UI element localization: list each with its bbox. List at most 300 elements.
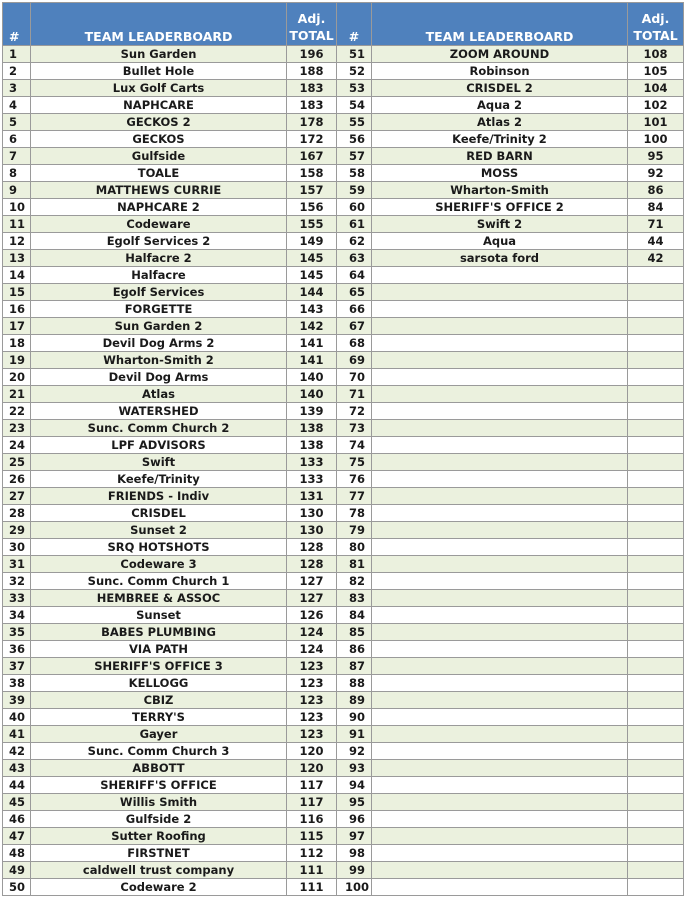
- team-name-cell: Atlas: [31, 386, 287, 403]
- total-cell: 157: [287, 182, 337, 199]
- team-name-cell: SRQ HOTSHOTS: [31, 539, 287, 556]
- rank-cell: 86: [337, 641, 372, 658]
- total-cell: [628, 590, 684, 607]
- team-name-cell: [372, 454, 628, 471]
- rank-cell: 38: [3, 675, 31, 692]
- rank-cell: 37: [3, 658, 31, 675]
- total-cell: [628, 352, 684, 369]
- rank-cell: 8: [3, 165, 31, 182]
- rank-cell: 96: [337, 811, 372, 828]
- rank-cell: 5: [3, 114, 31, 131]
- team-name-cell: Gulfside 2: [31, 811, 287, 828]
- total-cell: 111: [287, 862, 337, 879]
- table-row: [3, 709, 684, 726]
- total-cell: 133: [287, 471, 337, 488]
- total-cell: 95: [628, 148, 684, 165]
- total-label: TOTAL: [633, 28, 678, 43]
- team-name-cell: [372, 522, 628, 539]
- rank-cell: 33: [3, 590, 31, 607]
- total-cell: [628, 505, 684, 522]
- rank-cell: 24: [3, 437, 31, 454]
- table-row: [3, 794, 684, 811]
- total-cell: [628, 301, 684, 318]
- total-cell: 138: [287, 420, 337, 437]
- rank-cell: 7: [3, 148, 31, 165]
- rank-cell: 2: [3, 63, 31, 80]
- total-cell: 123: [287, 709, 337, 726]
- rank-cell: 28: [3, 505, 31, 522]
- total-cell: [628, 284, 684, 301]
- total-cell: 139: [287, 403, 337, 420]
- total-cell: 144: [287, 284, 337, 301]
- table-row: [3, 556, 684, 573]
- total-cell: 71: [628, 216, 684, 233]
- total-cell: 112: [287, 845, 337, 862]
- total-cell: [628, 335, 684, 352]
- table-row: [3, 624, 684, 641]
- total-cell: 124: [287, 641, 337, 658]
- team-name-cell: [372, 828, 628, 845]
- table-header: [3, 3, 684, 46]
- team-name-cell: Lux Golf Carts: [31, 80, 287, 97]
- rank-cell: 73: [337, 420, 372, 437]
- team-name-cell: Sunc. Comm Church 1: [31, 573, 287, 590]
- team-name-cell: [372, 471, 628, 488]
- total-cell: 84: [628, 199, 684, 216]
- table-row: [3, 369, 684, 386]
- total-cell: 156: [287, 199, 337, 216]
- rank-cell: 98: [337, 845, 372, 862]
- team-name-cell: [372, 777, 628, 794]
- team-name-cell: MATTHEWS CURRIE: [31, 182, 287, 199]
- team-name-cell: Codeware 2: [31, 879, 287, 896]
- leaderboard-table: [2, 2, 684, 896]
- rank-cell: 83: [337, 590, 372, 607]
- team-name-cell: [372, 386, 628, 403]
- team-name-cell: GECKOS: [31, 131, 287, 148]
- team-name-cell: [372, 352, 628, 369]
- total-cell: [628, 556, 684, 573]
- rank-cell: 32: [3, 573, 31, 590]
- rank-cell: 9: [3, 182, 31, 199]
- team-header-left: TEAM LEADERBOARD: [31, 3, 287, 46]
- total-cell: 140: [287, 369, 337, 386]
- rank-cell: 53: [337, 80, 372, 97]
- total-cell: 100: [628, 131, 684, 148]
- total-cell: 127: [287, 590, 337, 607]
- team-name-cell: NAPHCARE 2: [31, 199, 287, 216]
- team-name-cell: [372, 658, 628, 675]
- rank-cell: 75: [337, 454, 372, 471]
- table-row: [3, 199, 684, 216]
- total-cell: [628, 658, 684, 675]
- team-name-cell: Bullet Hole: [31, 63, 287, 80]
- total-cell: 141: [287, 335, 337, 352]
- rank-cell: 45: [3, 794, 31, 811]
- rank-cell: 99: [337, 862, 372, 879]
- table-row: [3, 471, 684, 488]
- total-cell: 172: [287, 131, 337, 148]
- rank-cell: 44: [3, 777, 31, 794]
- total-cell: [628, 573, 684, 590]
- table-row: [3, 454, 684, 471]
- team-name-cell: HEMBREE & ASSOC: [31, 590, 287, 607]
- team-name-cell: [372, 726, 628, 743]
- total-cell: 143: [287, 301, 337, 318]
- table-row: [3, 726, 684, 743]
- table-row: [3, 403, 684, 420]
- total-cell: 102: [628, 97, 684, 114]
- team-name-cell: FIRSTNET: [31, 845, 287, 862]
- rank-cell: 91: [337, 726, 372, 743]
- rank-cell: 65: [337, 284, 372, 301]
- table-row: [3, 114, 684, 131]
- rank-cell: 1: [3, 46, 31, 63]
- rank-cell: 82: [337, 573, 372, 590]
- rank-cell: 27: [3, 488, 31, 505]
- rank-cell: 51: [337, 46, 372, 63]
- team-name-cell: [372, 318, 628, 335]
- rank-cell: 46: [3, 811, 31, 828]
- team-name-cell: Robinson: [372, 63, 628, 80]
- team-name-cell: Sunset 2: [31, 522, 287, 539]
- table-row: [3, 46, 684, 63]
- rank-cell: 49: [3, 862, 31, 879]
- total-cell: 128: [287, 556, 337, 573]
- rank-cell: 88: [337, 675, 372, 692]
- table-row: [3, 811, 684, 828]
- rank-header-right: #: [337, 3, 372, 46]
- rank-cell: 63: [337, 250, 372, 267]
- rank-cell: 12: [3, 233, 31, 250]
- rank-cell: 36: [3, 641, 31, 658]
- team-name-cell: FORGETTE: [31, 301, 287, 318]
- adj-label: Adj.: [641, 11, 670, 26]
- table-row: [3, 97, 684, 114]
- rank-cell: 26: [3, 471, 31, 488]
- rank-cell: 3: [3, 80, 31, 97]
- rank-cell: 13: [3, 250, 31, 267]
- table-row: [3, 335, 684, 352]
- team-name-cell: [372, 573, 628, 590]
- total-cell: [628, 811, 684, 828]
- total-cell: 155: [287, 216, 337, 233]
- table-row: [3, 216, 684, 233]
- rank-cell: 14: [3, 267, 31, 284]
- table-row: [3, 607, 684, 624]
- team-name-cell: [372, 794, 628, 811]
- team-name-cell: [372, 675, 628, 692]
- team-name-cell: Codeware: [31, 216, 287, 233]
- rank-cell: 87: [337, 658, 372, 675]
- total-cell: 130: [287, 505, 337, 522]
- team-name-cell: [372, 301, 628, 318]
- team-name-cell: ZOOM AROUND: [372, 46, 628, 63]
- total-cell: [628, 879, 684, 896]
- total-cell: [628, 692, 684, 709]
- rank-header-left: #: [3, 3, 31, 46]
- table-row: [3, 148, 684, 165]
- team-name-cell: CRISDEL 2: [372, 80, 628, 97]
- rank-cell: 21: [3, 386, 31, 403]
- table-row: [3, 182, 684, 199]
- rank-cell: 31: [3, 556, 31, 573]
- team-name-cell: Codeware 3: [31, 556, 287, 573]
- table-row: [3, 641, 684, 658]
- rank-cell: 25: [3, 454, 31, 471]
- total-cell: [628, 522, 684, 539]
- total-cell: [628, 488, 684, 505]
- rank-cell: 11: [3, 216, 31, 233]
- rank-cell: 92: [337, 743, 372, 760]
- rank-cell: 58: [337, 165, 372, 182]
- rank-cell: 22: [3, 403, 31, 420]
- team-name-cell: [372, 862, 628, 879]
- team-name-cell: WATERSHED: [31, 403, 287, 420]
- table-row: [3, 658, 684, 675]
- rank-cell: 90: [337, 709, 372, 726]
- team-name-cell: Devil Dog Arms 2: [31, 335, 287, 352]
- rank-cell: 17: [3, 318, 31, 335]
- team-name-cell: GECKOS 2: [31, 114, 287, 131]
- team-name-cell: [372, 369, 628, 386]
- rank-cell: 66: [337, 301, 372, 318]
- rank-cell: 76: [337, 471, 372, 488]
- rank-cell: 15: [3, 284, 31, 301]
- total-cell: 117: [287, 794, 337, 811]
- rank-cell: 52: [337, 63, 372, 80]
- rank-cell: 16: [3, 301, 31, 318]
- team-name-cell: [372, 641, 628, 658]
- team-name-cell: [372, 811, 628, 828]
- team-name-cell: VIA PATH: [31, 641, 287, 658]
- rank-cell: 50: [3, 879, 31, 896]
- team-name-cell: Sun Garden 2: [31, 318, 287, 335]
- rank-cell: 95: [337, 794, 372, 811]
- team-name-cell: Gayer: [31, 726, 287, 743]
- rank-cell: 64: [337, 267, 372, 284]
- rank-cell: 4: [3, 97, 31, 114]
- team-name-cell: TERRY'S: [31, 709, 287, 726]
- rank-cell: 74: [337, 437, 372, 454]
- total-cell: [628, 539, 684, 556]
- table-row: [3, 80, 684, 97]
- rank-cell: 61: [337, 216, 372, 233]
- total-cell: [628, 369, 684, 386]
- total-cell: 178: [287, 114, 337, 131]
- team-name-cell: Swift 2: [372, 216, 628, 233]
- team-name-cell: CRISDEL: [31, 505, 287, 522]
- team-name-cell: BABES PLUMBING: [31, 624, 287, 641]
- total-cell: [628, 828, 684, 845]
- team-name-cell: LPF ADVISORS: [31, 437, 287, 454]
- rank-cell: 81: [337, 556, 372, 573]
- team-header-right: TEAM LEADERBOARD: [372, 3, 628, 46]
- team-name-cell: [372, 420, 628, 437]
- total-cell: 127: [287, 573, 337, 590]
- total-cell: [628, 794, 684, 811]
- team-name-cell: sarsota ford: [372, 250, 628, 267]
- total-header-right: [628, 3, 684, 46]
- team-name-cell: [372, 590, 628, 607]
- total-cell: 128: [287, 539, 337, 556]
- rank-cell: 20: [3, 369, 31, 386]
- total-cell: 104: [628, 80, 684, 97]
- rank-cell: 67: [337, 318, 372, 335]
- rank-cell: 29: [3, 522, 31, 539]
- total-cell: [628, 743, 684, 760]
- team-name-cell: [372, 879, 628, 896]
- rank-cell: 94: [337, 777, 372, 794]
- adj-label: Adj.: [297, 11, 326, 26]
- total-cell: 140: [287, 386, 337, 403]
- total-cell: 196: [287, 46, 337, 63]
- total-cell: 117: [287, 777, 337, 794]
- total-header-left: [287, 3, 337, 46]
- table-row: [3, 777, 684, 794]
- rank-cell: 79: [337, 522, 372, 539]
- team-name-cell: MOSS: [372, 165, 628, 182]
- table-row: [3, 437, 684, 454]
- rank-cell: 19: [3, 352, 31, 369]
- table-row: [3, 352, 684, 369]
- total-cell: [628, 420, 684, 437]
- total-cell: [628, 709, 684, 726]
- total-cell: 123: [287, 675, 337, 692]
- table-row: [3, 250, 684, 267]
- rank-cell: 41: [3, 726, 31, 743]
- team-name-cell: ABBOTT: [31, 760, 287, 777]
- team-name-cell: caldwell trust company: [31, 862, 287, 879]
- team-name-cell: [372, 845, 628, 862]
- team-name-cell: Wharton-Smith: [372, 182, 628, 199]
- team-name-cell: SHERIFF'S OFFICE 2: [372, 199, 628, 216]
- team-name-cell: [372, 284, 628, 301]
- team-name-cell: CBIZ: [31, 692, 287, 709]
- total-cell: 120: [287, 743, 337, 760]
- team-name-cell: [372, 335, 628, 352]
- table-row: [3, 862, 684, 879]
- table-row: [3, 165, 684, 182]
- total-cell: [628, 318, 684, 335]
- rank-cell: 85: [337, 624, 372, 641]
- total-cell: 138: [287, 437, 337, 454]
- table-row: [3, 675, 684, 692]
- table-row: [3, 318, 684, 335]
- team-name-cell: SHERIFF'S OFFICE: [31, 777, 287, 794]
- team-name-cell: Egolf Services 2: [31, 233, 287, 250]
- total-cell: 123: [287, 658, 337, 675]
- table-row: [3, 828, 684, 845]
- rank-cell: 62: [337, 233, 372, 250]
- team-name-cell: [372, 709, 628, 726]
- team-name-cell: SHERIFF'S OFFICE 3: [31, 658, 287, 675]
- total-cell: [628, 437, 684, 454]
- total-cell: 141: [287, 352, 337, 369]
- total-cell: 120: [287, 760, 337, 777]
- table-row: [3, 131, 684, 148]
- team-name-cell: KELLOGG: [31, 675, 287, 692]
- table-body: [3, 46, 684, 896]
- total-cell: 158: [287, 165, 337, 182]
- rank-cell: 48: [3, 845, 31, 862]
- total-cell: 42: [628, 250, 684, 267]
- total-cell: [628, 862, 684, 879]
- table-row: [3, 301, 684, 318]
- total-cell: 188: [287, 63, 337, 80]
- table-row: [3, 284, 684, 301]
- team-name-cell: Sunset: [31, 607, 287, 624]
- total-cell: 167: [287, 148, 337, 165]
- rank-cell: 56: [337, 131, 372, 148]
- total-cell: [628, 641, 684, 658]
- total-label: TOTAL: [289, 28, 334, 43]
- team-name-cell: Sunc. Comm Church 2: [31, 420, 287, 437]
- team-name-cell: Egolf Services: [31, 284, 287, 301]
- table-row: [3, 845, 684, 862]
- team-name-cell: [372, 760, 628, 777]
- total-cell: 126: [287, 607, 337, 624]
- rank-cell: 84: [337, 607, 372, 624]
- team-name-cell: [372, 556, 628, 573]
- team-name-cell: Sun Garden: [31, 46, 287, 63]
- team-name-cell: [372, 267, 628, 284]
- table-row: [3, 386, 684, 403]
- total-cell: 124: [287, 624, 337, 641]
- table-row: [3, 590, 684, 607]
- table-row: [3, 267, 684, 284]
- rank-cell: 89: [337, 692, 372, 709]
- total-cell: 123: [287, 726, 337, 743]
- team-name-cell: FRIENDS - Indiv: [31, 488, 287, 505]
- team-name-cell: [372, 403, 628, 420]
- team-name-cell: [372, 437, 628, 454]
- rank-cell: 55: [337, 114, 372, 131]
- total-cell: [628, 760, 684, 777]
- total-cell: [628, 845, 684, 862]
- rank-cell: 59: [337, 182, 372, 199]
- rank-cell: 60: [337, 199, 372, 216]
- rank-cell: 93: [337, 760, 372, 777]
- table-row: [3, 505, 684, 522]
- table-row: [3, 420, 684, 437]
- team-name-cell: [372, 692, 628, 709]
- rank-cell: 78: [337, 505, 372, 522]
- team-name-cell: Sunc. Comm Church 3: [31, 743, 287, 760]
- team-name-cell: Keefe/Trinity: [31, 471, 287, 488]
- team-name-cell: RED BARN: [372, 148, 628, 165]
- table-row: [3, 488, 684, 505]
- table-row: [3, 879, 684, 896]
- rank-cell: 72: [337, 403, 372, 420]
- total-cell: 149: [287, 233, 337, 250]
- total-cell: 101: [628, 114, 684, 131]
- rank-cell: 39: [3, 692, 31, 709]
- rank-cell: 42: [3, 743, 31, 760]
- team-name-cell: [372, 488, 628, 505]
- team-name-cell: Swift: [31, 454, 287, 471]
- team-name-cell: Willis Smith: [31, 794, 287, 811]
- team-name-cell: TOALE: [31, 165, 287, 182]
- team-name-cell: Atlas 2: [372, 114, 628, 131]
- total-cell: 92: [628, 165, 684, 182]
- rank-cell: 23: [3, 420, 31, 437]
- team-name-cell: Sutter Roofing: [31, 828, 287, 845]
- total-cell: [628, 403, 684, 420]
- rank-cell: 77: [337, 488, 372, 505]
- total-cell: 115: [287, 828, 337, 845]
- total-cell: [628, 777, 684, 794]
